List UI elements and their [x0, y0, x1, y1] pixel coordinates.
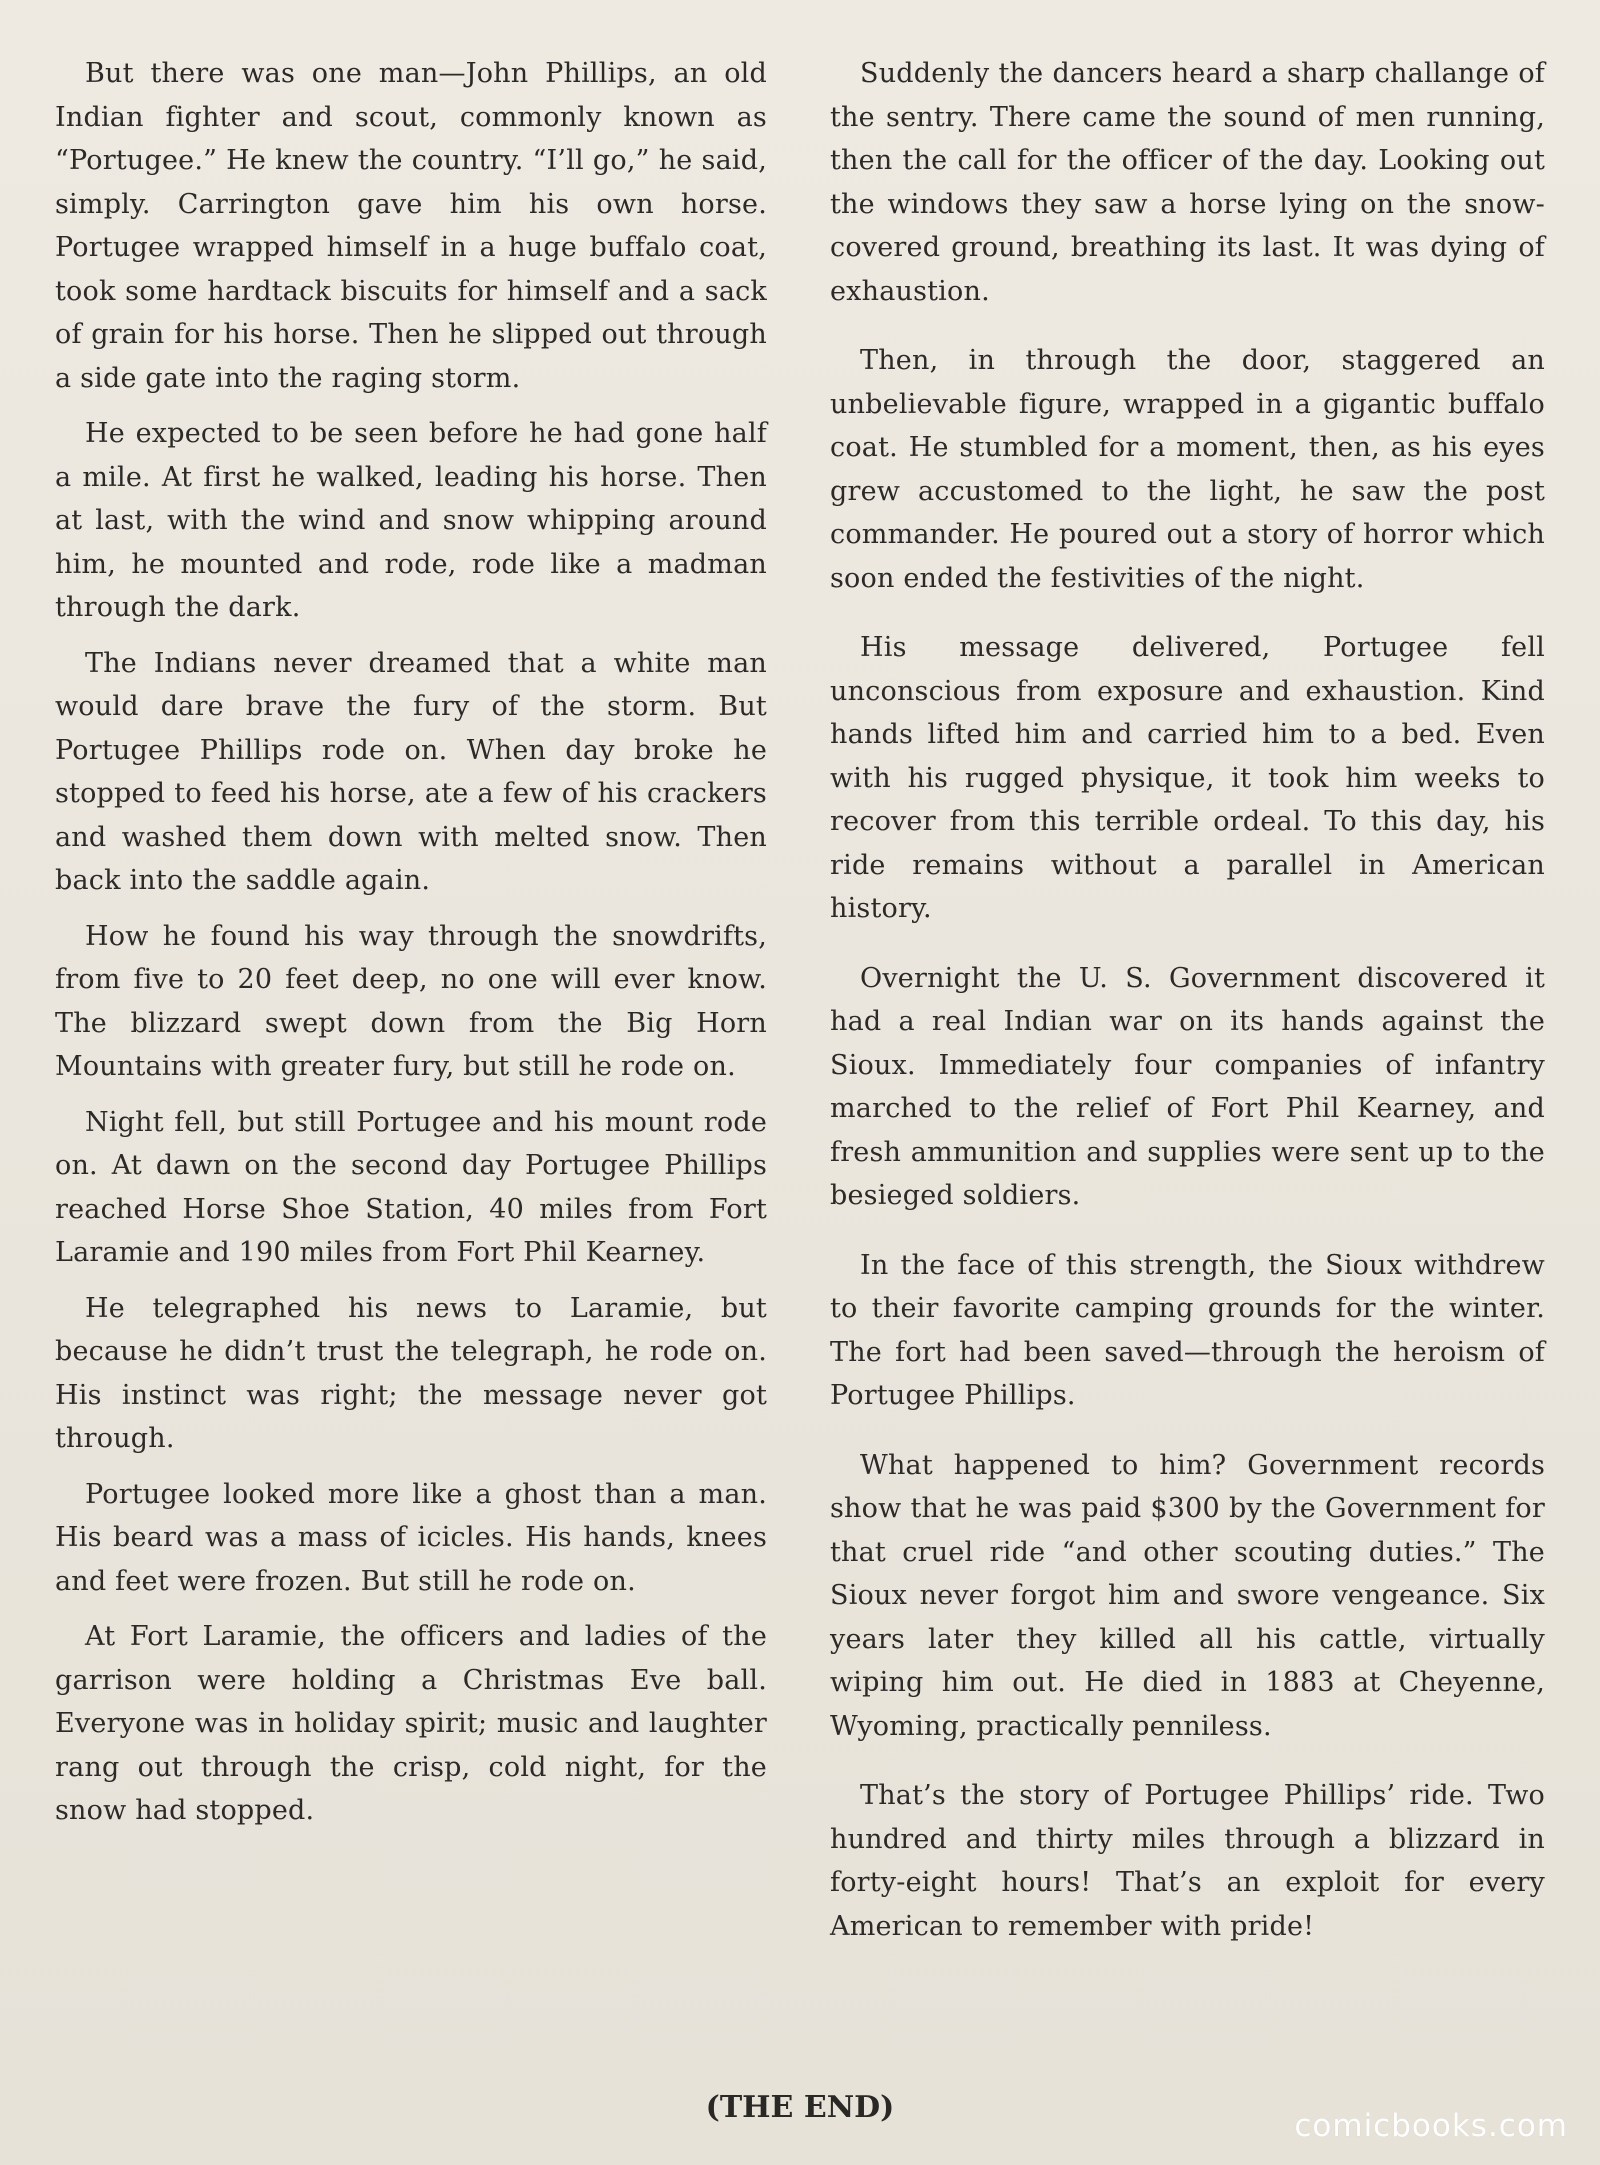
the-end-label: (THE END)	[705, 2090, 895, 2125]
paragraph: How he found his way through the snowdrifts, from five to 20 feet deep, no one will ever know. The blizzard swept down from the Big Horn Mountains with greater fury, but still he rode on.	[55, 920, 767, 1082]
paragraph: The Indians never dreamed that a white man would dare brave the fury of the storm. But Portugee Phillips rode on. When day broke he stopped to feed his horse, ate a few of his crackers and washed them down with melted snow. Then back into the saddle again.	[55, 647, 767, 896]
paragraph: Then, in through the door, staggered an unbelievable figure, wrapped in a gigantic buffalo coat. He stumbled for a moment, then, as his eyes grew accustomed to the light, he saw the post commander. He poured out a story of horror which soon ended the festivities of the night.	[830, 345, 1545, 594]
paragraph: His message delivered, Portugee fell unconscious from exposure and exhaustion. Kind hands lifted him and carried him to a bed. Even with his rugged physique, it took him weeks to recover from this terrible ordeal. To this day, his ride remains without a parallel in American history.	[830, 632, 1545, 924]
paragraph: Portugee looked more like a ghost than a man. His beard was a mass of icicles. His hands, knees and feet were frozen. But still he rode on.	[55, 1478, 767, 1597]
paragraph: In the face of this strength, the Sioux withdrew to their favorite camping grounds for the winter. The fort had been saved—through the heroism of Portugee Phillips.	[830, 1249, 1545, 1411]
paragraph: He expected to be seen before he had gone half a mile. At first he walked, leading his horse. Then at last, with the wind and snow whipping around him, he mounted and rode, rode like a madman through the dark.	[55, 418, 767, 623]
paragraph: At Fort Laramie, the officers and ladies of the garrison were holding a Christmas Eve ball. Everyone was in holiday spirit; music and laughter rang out through the crisp, cold night, for the snow had stopped.	[55, 1621, 767, 1826]
paragraph: That’s the story of Portugee Phillips’ ride. Two hundred and thirty miles through a blizzard in forty-eight hours! That’s an exploit for every American to remember with pride!	[830, 1780, 1545, 1942]
paragraph: But there was one man—John Phillips, an old Indian fighter and scout, commonly known as “Portugee.” He knew the country. “I’ll go,” he said, simply. Carrington gave him his own horse. Portugee wrapped himself in a huge buffalo coat, took some hardtack biscuits for himself and a sack of grain for his horse. Then he slipped out through a side gate into the raging storm.	[55, 58, 767, 394]
paragraph: He telegraphed his news to Laramie, but because he didn’t trust the telegraph, he rode on. His instinct was right; the message never got through.	[55, 1292, 767, 1454]
paragraph: Suddenly the dancers heard a sharp challange of the sentry. There came the sound of men running, then the call for the officer of the day. Looking out the windows they saw a horse lying on the snow-covered ground, breathing its last. It was dying of exhaustion.	[830, 58, 1545, 307]
paragraph: Night fell, but still Portugee and his mount rode on. At dawn on the second day Portugee Phillips reached Horse Shoe Station, 40 miles from Fort Laramie and 190 miles from Fort Phil Kearney.	[55, 1106, 767, 1268]
paragraph: What happened to him? Government records show that he was paid $300 by the Government for that cruel ride “and other scouting duties.” The Sioux never forgot him and swore vengeance. Six years later they killed all his cattle, virtually wiping him out. He died in 1883 at Cheyenne, Wyoming, practically penniless.	[830, 1449, 1545, 1742]
left-text-column	[55, 52, 767, 1845]
paragraph: Overnight the U. S. Government discovered it had a real Indian war on its hands against the Sioux. Immediately four companies of infantry marched to the relief of Fort Phil Kearney, and fresh ammunition and supplies were sent up to the besieged soldiers.	[830, 962, 1545, 1211]
right-text-column	[830, 52, 1545, 1974]
site-watermark: comicbooks.com	[1294, 2108, 1568, 2144]
